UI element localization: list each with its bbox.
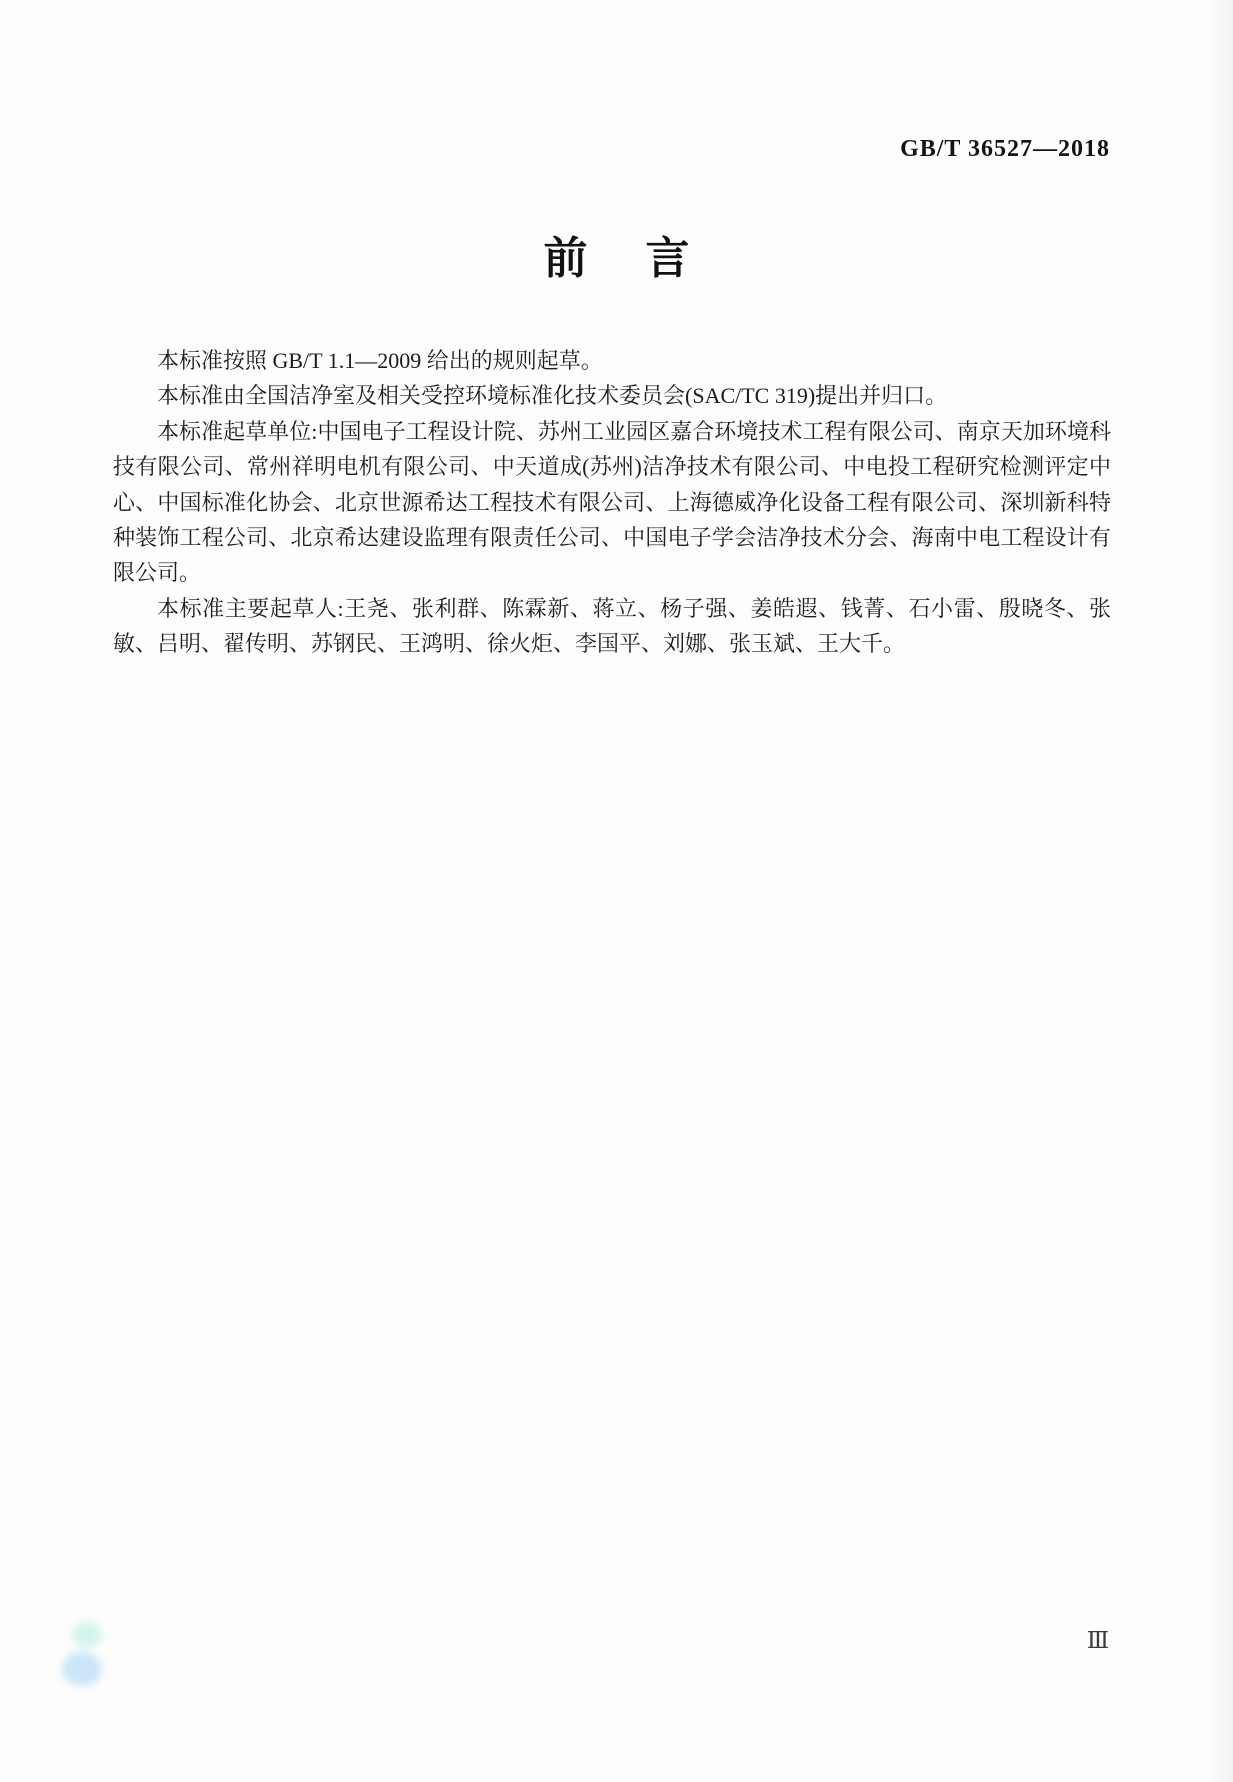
page-title [0, 222, 1233, 286]
scan-watermark-blob-green [72, 1622, 102, 1648]
standard-number: GB/T 36527—2018 [900, 136, 1110, 162]
foreword-body [113, 343, 1111, 662]
page-title-text: 前言 [543, 234, 748, 283]
scan-watermark-blob-blue [62, 1652, 102, 1686]
paragraph-drafting-rule: 本标准按照 GB/T 1.1—2009 给出的规则起草。 [157, 348, 603, 373]
paragraph-main-drafters: 本标准主要起草人:王尧、张利群、陈霖新、蒋立、杨子强、姜皓遐、钱菁、石小雷、殷晓冬、张敏、吕明、翟传明、苏钢民、王鸿明、徐火炬、李国平、刘娜、张玉斌、王大千。 [113, 595, 1111, 657]
paragraph-drafting-organizations: 本标准起草单位:中国电子工程设计院、苏州工业园区嘉合环境技术工程有限公司、南京天加环境科技有限公司、常州祥明电机有限公司、中天道成(苏州)洁净技术有限公司、中电投工程研究检测评定中心、中国标准化协会、北京世源希达工程技术有限公司、上海德威净化设备工程有限公司、深圳新科特种装饰工程公司、北京希达建设监理有限责任公司、中国电子学会洁净技术分会、海南中电工程设计有限公司。 [113, 418, 1111, 586]
page-number: Ⅲ [1086, 1628, 1110, 1653]
paragraph-proposing-committee: 本标准由全国洁净室及相关受控环境标准化技术委员会(SAC/TC 319)提出并归口。 [157, 383, 948, 409]
